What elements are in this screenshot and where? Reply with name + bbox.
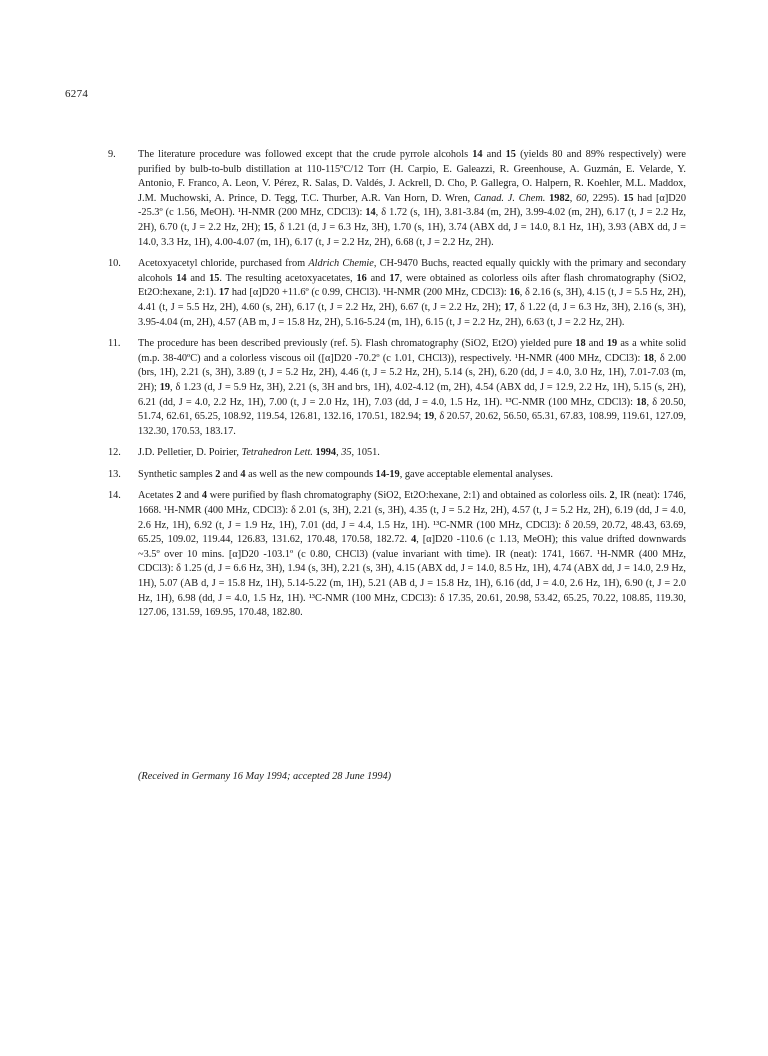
compound-ref: 18 bbox=[636, 396, 647, 408]
received-suffix: ) bbox=[387, 771, 392, 782]
note-text: , δ 1.23 (d, J = 5.9 Hz, 3H), 2.21 (s, 3H and brs, 1H), 4.02-4.12 (m, 2H), 4.54 (ABX dd, J = 12.9, 2.2 Hz, 1H), 5.15 (s, 2H), 6.21 (dd, J = 4.0, 2.2 Hz, 1H), 7.00 (t, J = 2.0 Hz, 1H), 7.03 (dd, J = 4.0, 1.5 Hz, 1H). ¹³C-NMR (100 MHz, CDCl3): bbox=[138, 381, 686, 408]
compound-ref: 4 bbox=[411, 534, 417, 546]
note-text: as a white solid (m.p. 38-40ºC) and a colorless viscous oil ([α]D20 -70.2º (c 1.01, CHCl3)), respectively. ¹H-NMR (400 MHz, CDCl3): bbox=[138, 338, 686, 364]
note-text: , gave acceptable elemental analyses. bbox=[399, 468, 553, 480]
note-text: . The resulting acetoxyacetates, bbox=[219, 272, 357, 284]
note-number: 12. bbox=[108, 447, 121, 459]
note-number: 10. bbox=[108, 258, 121, 270]
received-date: 16 May 1994 bbox=[232, 771, 287, 782]
note-text: The literature procedure was followed except that the crude pyrrole alcohols bbox=[138, 149, 473, 160]
note-text: and bbox=[186, 272, 210, 284]
compound-ref: 16 bbox=[509, 287, 520, 299]
note-text: and bbox=[585, 338, 607, 350]
note-body bbox=[138, 257, 686, 330]
note-item bbox=[108, 446, 686, 461]
compound-ref: 17 bbox=[504, 301, 515, 313]
note-text: The procedure has been described previously (ref. 5). Flash chromatography (SiO2, Et2O) yielded pure bbox=[138, 338, 576, 350]
note-text: , δ 1.21 (d, J = 6.3 Hz, 3H), 1.70 (s, 1H), 3.74 (ABX dd, J = 14.0, 8.1 Hz, 1H), 3.93 (ABX dd, J = 14.0, 3.3 Hz, 1H), 4.00-4.07 (m, 1H), 6.17 (t, J = 2.2 Hz, 2H), 6.68 (t, J = 2.2 Hz, 2H). bbox=[138, 221, 686, 248]
page-number: 6274 bbox=[65, 88, 89, 100]
note-body bbox=[138, 337, 686, 439]
note-text: , IR (neat): 1746, 1668. ¹H-NMR (400 MHz, CDCl3): δ 2.01 (s, 3H), 2.21 (s, 3H), 4.35 (t, J = 5.2 Hz, 2H), 4.57 (t, J = 5.2 Hz, 2H), 6.19 (dd, J = 4.0, 2.6 Hz, 1H), 6.92 (t, J = 1.9 Hz, 1H), 7.01 (dd, J = 4.4, 1.5 Hz, 1H). ¹³C-NMR (100 MHz, CDCl3): δ 20.59, 20.72, 48.43, 63.69, 65.25, 109.02, 119.44, 126.83, 131.62, 170.48, 170.58, 182.72. bbox=[138, 490, 686, 546]
note-number: 9. bbox=[108, 149, 116, 160]
notes-list bbox=[108, 148, 686, 628]
compound-ref: 19 bbox=[606, 338, 618, 350]
compound-ref: 2 bbox=[215, 468, 221, 480]
compound-ref: 14 bbox=[472, 149, 483, 160]
note-body bbox=[138, 446, 686, 461]
accepted-date: 28 June 1994 bbox=[332, 771, 388, 782]
note-text: and bbox=[366, 272, 390, 284]
note-body bbox=[138, 489, 686, 620]
note-text: , bbox=[336, 447, 342, 459]
note-text: (yields 80 and 89% respectively) were purified by bulb-to-bulb distillation at 110-115ºC/12 Torr (H. Carpio, E. Galeazzi, R. Greenhouse, A. Guzmán, E. Velarde, Y. Antonio, F. Franco, A. Leon, V. Pérez, R. Salas, D. Valdés, J. Ackrell, D. Cho, P. Gallegra, O. Halpern, R. Koehler, M.L. Maddox, J.M. Muchowski, A. Prince, D. Tegg, T.C. Thurber, A.R. Van Horn, D. Wren, bbox=[138, 149, 686, 204]
compound-ref: 2 bbox=[609, 490, 615, 502]
note-text: , bbox=[569, 192, 577, 204]
note-text: , δ 1.22 (d, J = 6.3 Hz, 3H), 2.16 (s, 3H), 3.95-4.04 (m, 2H), 4.57 (AB m, J = 15.8 Hz, 2H), 5.16-5.24 (m, 1H), 6.15 (t, J = 2.2 Hz, 2H), 6.63 (t, J = 2.2 Hz, 2H). bbox=[138, 301, 686, 328]
note-text: , 1051. bbox=[351, 447, 380, 459]
note-text: were purified by flash chromatography (SiO2, Et2O:hexane, 2:1) and obtained as colorless oils. bbox=[207, 490, 610, 502]
compound-ref: 17 bbox=[218, 287, 230, 299]
compound-ref: 19 bbox=[159, 381, 171, 393]
received-line bbox=[138, 771, 391, 782]
compound-ref: 15 bbox=[623, 192, 634, 204]
note-text: and bbox=[181, 490, 202, 502]
note-text: , CH-9470 Buchs, reacted equally quickly with the primary and secondary alcohols bbox=[138, 258, 687, 284]
note-text: and bbox=[220, 468, 241, 480]
note-body bbox=[138, 468, 686, 483]
emphasis-text: Tetrahedron Lett. bbox=[241, 447, 313, 459]
compound-ref: 4 bbox=[201, 490, 208, 502]
emphasis-text: Canad. J. Chem. bbox=[473, 192, 546, 204]
note-text: had [α]D20 -25.3º (c 1.56, MeOH). ¹H-NMR (200 MHz, CDCl3): bbox=[138, 192, 686, 219]
note-number: 13. bbox=[108, 468, 121, 480]
emphasis-text: Aldrich Chemie bbox=[308, 258, 374, 270]
note-text: Synthetic samples bbox=[138, 468, 216, 480]
compound-ref: 4 bbox=[240, 468, 246, 480]
compound-ref: 15 bbox=[505, 149, 516, 160]
note-item bbox=[108, 468, 686, 483]
note-body bbox=[138, 148, 686, 250]
compound-ref: 18 bbox=[575, 338, 586, 350]
note-item bbox=[108, 337, 686, 439]
note-text: , were obtained as colorless oils after flash chromatography (SiO2, Et2O:hexane, 2:1). bbox=[138, 272, 687, 299]
compound-ref: 16 bbox=[356, 272, 367, 284]
received-prefix: (Received in Germany bbox=[138, 771, 233, 782]
note-number: 11. bbox=[108, 338, 121, 350]
note-text: , 2295). bbox=[586, 192, 624, 204]
note-text: , [α]D20 -110.6 (c 1.13, MeOH); this value drifted downwards ~3.5º over 10 mins. [α]D20 -103.1º (c 0.80, CHCl3) (value invariant with time). IR (neat): 1741, 1667. ¹H-NMR (400 MHz, CDCl3): δ 1.25 (d, J = 6.6 Hz, 3H), 1.94 (s, 3H), 2.21 (s, 3H), 4.15 (ABX dd, J = 14.0, 8.5 Hz, 1H), 4.74 (ABX dd, J = 14.0, 2.9 Hz, 1H), 5.07 (AB d, J = 15.8 Hz, 1H), 5.14-5.22 (m, 1H), 5.21 (AB d, J = 15.8 Hz, 1H), 6.16 (dd, J = 4.0, 2.6 Hz, 1H), 6.90 (t, J = 2.0 Hz, 1H), 6.98 (dd, J = 4.0, 1.5 Hz, 1H). ¹³C-NMR (100 MHz, CDCl3): δ 17.35, 20.61, 20.98, 53.42, 65.25, 70.22, 108.85, 119.30, 127.06, 131.59, 169.95, 170.48, 182.80. bbox=[138, 534, 686, 619]
compound-ref: 18 bbox=[643, 352, 654, 364]
note-text: , δ 1.72 (s, 1H), 3.81-3.84 (m, 2H), 3.99-4.02 (m, 2H), 6.17 (t, J = 2.2 Hz, 2H), 6.70 (t, J = 2.2 Hz, 2H); bbox=[138, 207, 686, 233]
note-item bbox=[108, 148, 686, 250]
note-text: Acetoxyacetyl chloride, purchased from bbox=[138, 258, 309, 270]
note-text: J.D. Pelletier, D. Poirier, bbox=[138, 447, 242, 459]
note-item bbox=[108, 257, 686, 330]
note-text: , δ 2.00 (brs, 1H), 2.21 (s, 3H), 3.89 (t, J = 5.2 Hz, 2H), 4.46 (t, J = 5.2 Hz, 2H), 5.14 (s, 2H), 6.20 (dd, J = 4.0, 3.0 Hz, 1H), 7.01-7.03 (m, 2H); bbox=[138, 352, 686, 393]
compound-ref: 17 bbox=[389, 272, 400, 284]
compound-ref: 19 bbox=[423, 411, 435, 423]
received-mid: ; accepted bbox=[286, 771, 333, 782]
note-item bbox=[108, 489, 686, 620]
note-text: had [α]D20 +11.6º (c 0.99, CHCl3). ¹H-NMR (200 MHz, CDCl3): bbox=[229, 287, 510, 299]
note-text: and bbox=[482, 149, 506, 160]
emphasis-text: 35 bbox=[341, 447, 352, 459]
note-text: , δ 20.50, 51.74, 62.61, 65.25, 108.92, 119.54, 126.81, 132.16, 170.51, 182.94; bbox=[138, 396, 686, 423]
compound-ref: 14 bbox=[365, 207, 376, 219]
compound-ref: 15 bbox=[263, 221, 274, 233]
compound-ref: 15 bbox=[209, 272, 220, 284]
note-text: as well as the new compounds bbox=[245, 468, 376, 480]
note-number: 14. bbox=[108, 490, 121, 502]
note-text: , δ 20.57, 20.62, 56.50, 65.31, 67.83, 108.99, 119.61, 127.09, 132.30, 170.53, 183.17. bbox=[138, 411, 686, 437]
compound-ref: 14-19 bbox=[375, 468, 400, 480]
note-text: , δ 2.16 (s, 3H), 4.15 (t, J = 5.5 Hz, 2H), 4.41 (t, J = 5.5 Hz, 2H), 4.60 (s, 2H), 6.17 (t, J = 2.2 Hz, 2H), 6.67 (t, J = 2.2 Hz, 2H); bbox=[138, 287, 686, 313]
compound-ref: 2 bbox=[176, 490, 182, 502]
emphasis-text: 60 bbox=[576, 192, 587, 204]
note-text: Acetates bbox=[138, 490, 177, 502]
compound-ref: 1982 bbox=[549, 192, 570, 204]
compound-ref: 1994 bbox=[315, 447, 337, 459]
compound-ref: 14 bbox=[176, 272, 187, 284]
